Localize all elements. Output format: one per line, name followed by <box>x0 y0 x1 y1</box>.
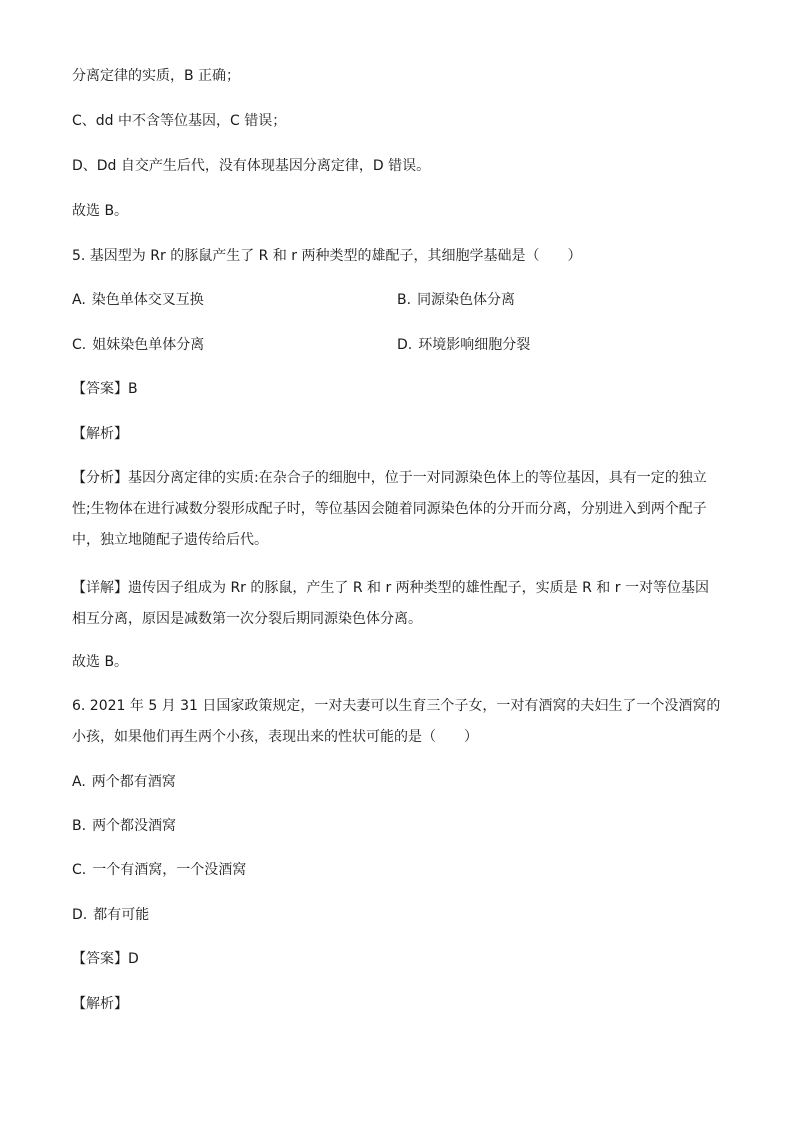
q5-conclusion: 故选 B。 <box>72 654 129 670</box>
option-letter: C. <box>72 862 87 878</box>
text-line: C、dd 中不含等位基因，C 错误； <box>72 113 287 129</box>
q5-option-d <box>397 335 530 355</box>
option-letter: D. <box>397 337 413 353</box>
q5-option-a <box>72 290 204 310</box>
answer-tag: 【答案】 <box>72 951 128 967</box>
q5-fenxi-paragraph <box>72 463 722 556</box>
option-text: 同源染色体分离 <box>417 292 516 308</box>
option-letter: B. <box>397 292 412 308</box>
option-letter: B. <box>72 818 87 834</box>
option-text: 环境影响细胞分裂 <box>418 337 531 353</box>
option-letter: A. <box>72 774 86 790</box>
fenxi-text: 基因分离定律的实质:在杂合子的细胞中，位于一对同源染色体上的等位基因，具有一定的独立性;生物体在进行减数分裂形成配子时，等位基因会随着同源染色体的分开而分离，分别进入到两个配子中，独立地随配子遗传给后代。 <box>72 470 707 548</box>
text-line: D、Dd 自交产生后代，没有体现基因分离定律，D 错误。 <box>72 158 431 174</box>
option-text: 一个有酒窝，一个没酒窝 <box>92 862 247 878</box>
answer-value: B <box>128 381 138 397</box>
option-text: 染色单体交叉互换 <box>91 292 204 308</box>
q6-option-b <box>72 816 176 836</box>
text-line: 故选 B。 <box>72 203 129 219</box>
q6-answer <box>72 949 139 969</box>
question-5-stem: 5. 基因型为 Rr 的豚鼠产生了 R 和 r 两种类型的雄配子，其细胞学基础是（ ） <box>72 248 582 264</box>
option-text: 都有可能 <box>93 907 150 923</box>
q5-option-c <box>72 335 204 355</box>
option-letter: C. <box>72 337 87 353</box>
q5-option-b <box>397 290 515 310</box>
option-text: 两个都有酒窝 <box>91 774 176 790</box>
q5-xiangjie-paragraph <box>72 573 722 635</box>
xiangjie-text: 遗传因子组成为 Rr 的豚鼠，产生了 R 和 r 两种类型的雄性配子，实质是 R 和 r 一对等位基因相互分离，原因是减数第一次分裂后期同源染色体分离。 <box>72 580 709 627</box>
q6-analysis-tag: 【解析】 <box>72 996 128 1012</box>
xiangjie-tag: 【详解】 <box>72 580 128 596</box>
option-text: 姐妹染色单体分离 <box>92 337 205 353</box>
option-letter: A. <box>72 292 86 308</box>
fenxi-tag: 【分析】 <box>72 470 128 486</box>
question-6-stem: 6. 2021 年 5 月 31 日国家政策规定，一对夫妻可以生育三个子女，一对有酒窝的夫妇生了一个没酒窝的小孩，如果他们再生两个小孩，表现出来的性状可能的是（ ） <box>72 698 721 745</box>
option-letter: D. <box>72 907 88 923</box>
answer-tag: 【答案】 <box>72 381 128 397</box>
text-line: 分离定律的实质，B 正确； <box>72 68 241 84</box>
option-text: 两个都没酒窝 <box>92 818 177 834</box>
q6-option-c <box>72 860 246 880</box>
q5-answer <box>72 379 138 399</box>
answer-value: D <box>128 951 139 967</box>
q6-option-a <box>72 772 176 792</box>
q5-analysis-tag: 【解析】 <box>72 426 128 442</box>
q6-option-d <box>72 905 149 925</box>
